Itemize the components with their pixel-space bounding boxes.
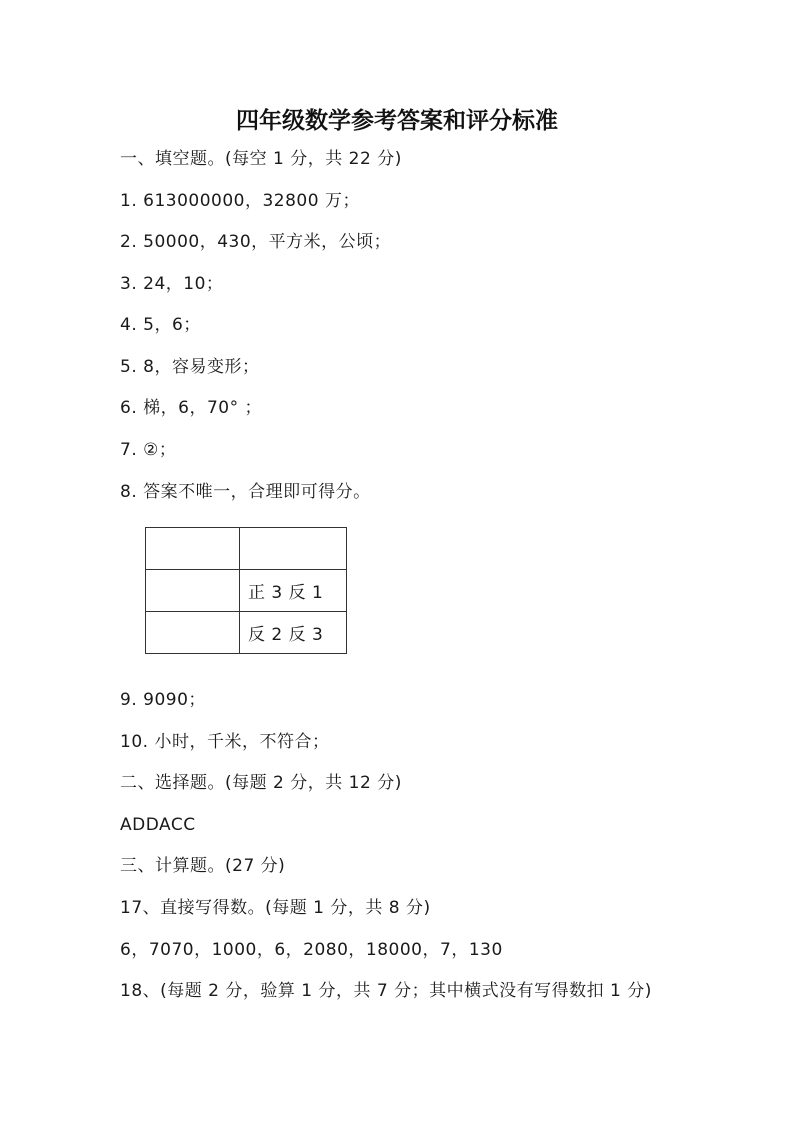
answer-q9: 9. 9090； (120, 690, 206, 710)
calc-section-header: 三、计算题。(27 分) (120, 856, 286, 876)
answer-q7: 7. ②； (120, 440, 177, 460)
answer-q17-values: 6，7070，1000，6，2080，18000，7，130 (120, 940, 503, 960)
answer-table (145, 527, 347, 654)
table-row (146, 528, 347, 570)
table-cell: 反 2 反 3 (240, 612, 347, 654)
answer-q10: 10. 小时，千米，不符合； (120, 732, 330, 752)
answer-q6: 6. 梯，6，70° ； (120, 398, 262, 418)
table-row (146, 570, 347, 612)
answer-q18-header: 18、(每题 2 分，验算 1 分，共 7 分；其中横式没有写得数扣 1 分) (120, 981, 652, 1001)
table-cell (146, 612, 240, 654)
fill-blank-section-header: 一、填空题。(每空 1 分，共 22 分) (120, 149, 402, 169)
choice-answers: ADDACC (120, 815, 196, 835)
answer-q8: 8. 答案不唯一，合理即可得分。 (120, 482, 371, 502)
answer-q5: 5. 8，容易变形； (120, 357, 260, 377)
answer-q17-header: 17、直接写得数。(每题 1 分，共 8 分) (120, 898, 431, 918)
answer-q1: 1. 613000000，32800 万； (120, 191, 360, 211)
page-title: 四年级数学参考答案和评分标准 (236, 107, 558, 134)
table-row (146, 612, 347, 654)
table-cell (240, 528, 347, 570)
table-cell (146, 570, 240, 612)
choice-section-header: 二、选择题。(每题 2 分，共 12 分) (120, 773, 402, 793)
table-cell: 正 3 反 1 (240, 570, 347, 612)
table-cell (146, 528, 240, 570)
answer-q3: 3. 24，10； (120, 274, 224, 294)
answer-q2: 2. 50000，430，平方米，公顷； (120, 232, 392, 252)
answer-q4: 4. 5，6； (120, 315, 201, 335)
